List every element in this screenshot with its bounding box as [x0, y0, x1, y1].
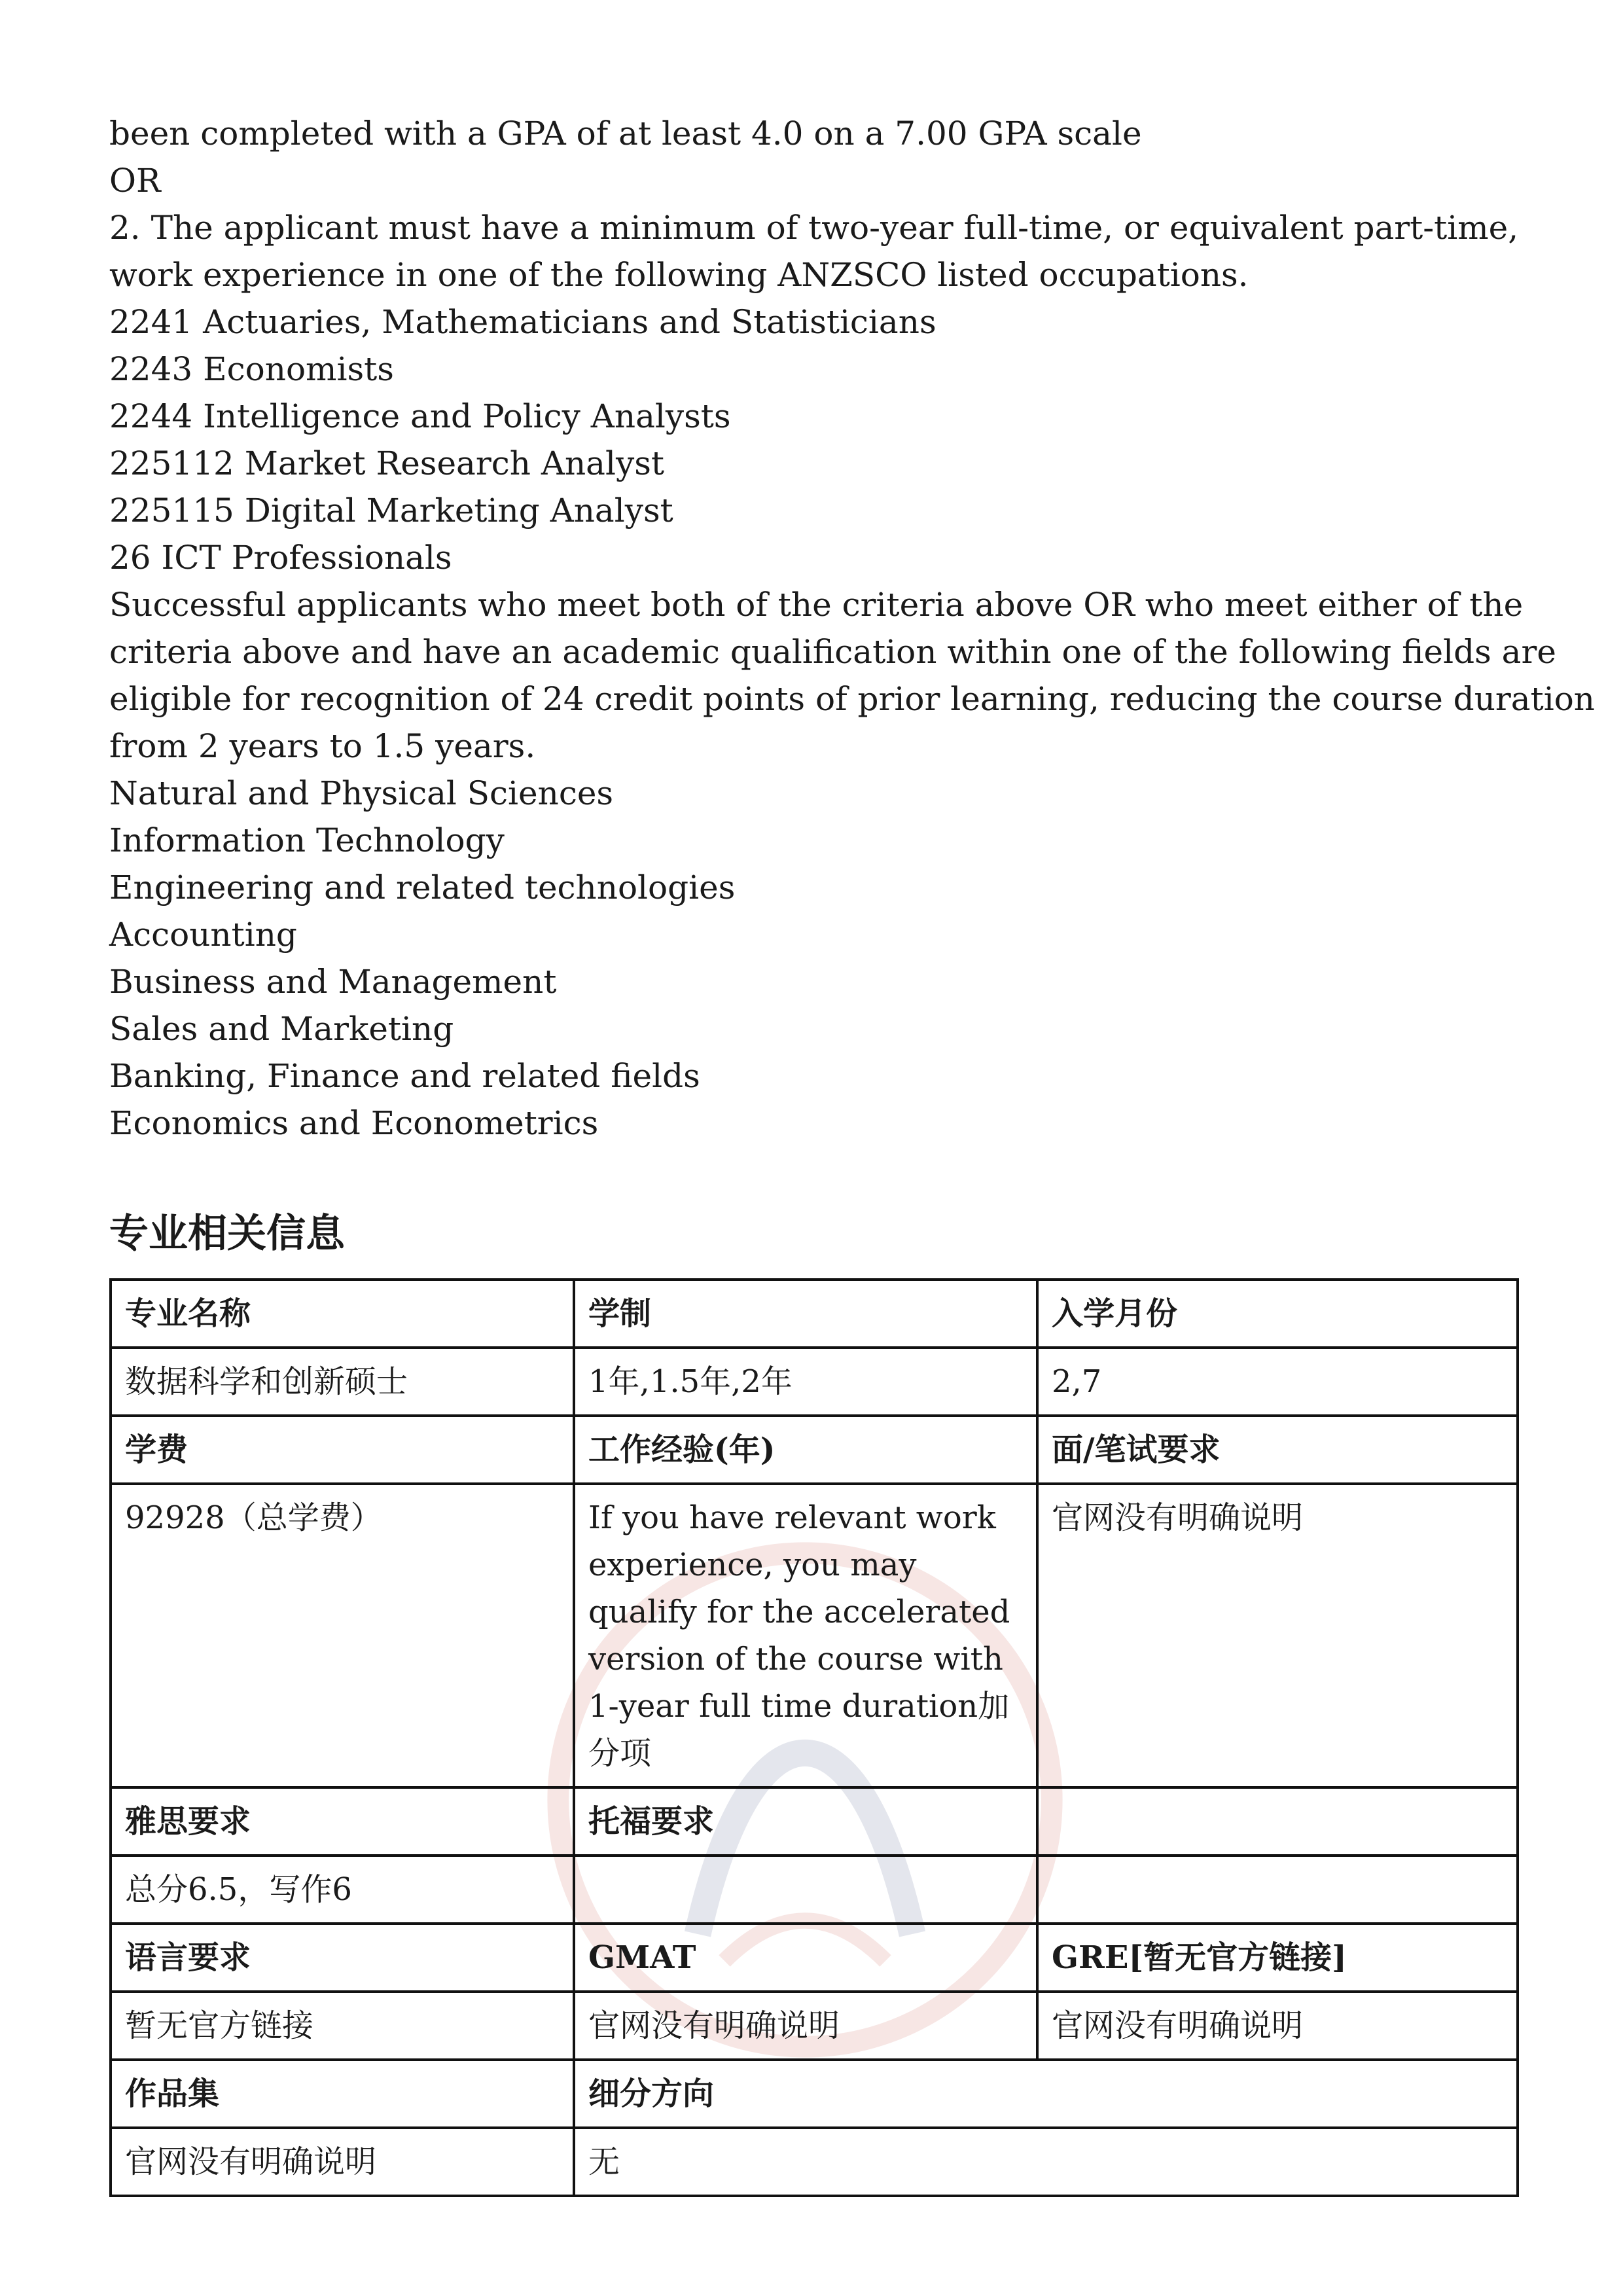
ielts-label: 雅思要求 — [111, 1787, 574, 1856]
text-line: 225112 Market Research Analyst — [109, 444, 664, 482]
text-line: Economics and Econometrics — [109, 1104, 599, 1142]
language-label: 语言要求 — [111, 1924, 574, 1992]
portfolio-label: 作品集 — [111, 2060, 574, 2128]
table-row — [111, 1787, 1518, 1856]
interview-value: 官网没有明确说明 — [1037, 1484, 1518, 1787]
program-name-value: 数据科学和创新硕士 — [111, 1348, 574, 1416]
text-line: Natural and Physical Sciences — [109, 774, 614, 812]
text-line: 2243 Economists — [109, 350, 394, 388]
toefl-value — [574, 1856, 1037, 1924]
table-row — [111, 1280, 1518, 1348]
specialization-label: 细分方向 — [574, 2060, 1518, 2128]
table-row — [111, 2128, 1518, 2196]
text-line: criteria above and have an academic qualification within one of the following fields are — [109, 633, 1556, 671]
text-line: Information Technology — [109, 821, 505, 859]
gre-value: 官网没有明确说明 — [1037, 1992, 1518, 2060]
text-line: 2241 Actuaries, Mathematicians and Statisticians — [109, 303, 936, 341]
text-line: 2244 Intelligence and Policy Analysts — [109, 397, 731, 435]
text-line: Accounting — [109, 916, 297, 954]
gmat-value: 官网没有明确说明 — [574, 1992, 1037, 2060]
toefl-label: 托福要求 — [574, 1787, 1037, 1856]
work-experience-label: 工作经验(年) — [574, 1416, 1037, 1484]
interview-label: 面/笔试要求 — [1037, 1416, 1518, 1484]
table-row — [111, 1924, 1518, 1992]
program-info-table — [109, 1278, 1519, 2197]
empty-cell — [1037, 1856, 1518, 1924]
work-experience-value: If you have relevant work experience, you may qualify for the accelerated version of the course with 1-year full time duration加分项 — [574, 1484, 1037, 1787]
specialization-value: 无 — [574, 2128, 1518, 2196]
body-text — [109, 110, 1595, 1147]
tuition-value: 92928（总学费） — [111, 1484, 574, 1787]
duration-value: 1年,1.5年,2年 — [574, 1348, 1037, 1416]
table-row — [111, 1856, 1518, 1924]
text-line: Successful applicants who meet both of the criteria above OR who meet either of the — [109, 586, 1524, 624]
gre-label: GRE[暂无官方链接] — [1037, 1924, 1518, 1992]
duration-label: 学制 — [574, 1280, 1037, 1348]
portfolio-value: 官网没有明确说明 — [111, 2128, 574, 2196]
empty-cell — [1037, 1787, 1518, 1856]
gmat-label: GMAT — [574, 1924, 1037, 1992]
text-line: eligible for recognition of 24 credit points of prior learning, reducing the course duration — [109, 680, 1595, 718]
table-row — [111, 1484, 1518, 1787]
text-line: from 2 years to 1.5 years. — [109, 727, 536, 765]
text-line: work experience in one of the following ANZSCO listed occupations. — [109, 256, 1249, 294]
intake-value: 2,7 — [1037, 1348, 1518, 1416]
text-line: 225115 Digital Marketing Analyst — [109, 492, 673, 529]
intake-label: 入学月份 — [1037, 1280, 1518, 1348]
text-line: Business and Management — [109, 963, 557, 1001]
text-line: 26 ICT Professionals — [109, 539, 452, 577]
text-line: OR — [109, 162, 161, 200]
text-line: been completed with a GPA of at least 4.0 on a 7.00 GPA scale — [109, 115, 1142, 152]
table-row — [111, 2060, 1518, 2128]
text-line: 2. The applicant must have a minimum of two-year full-time, or equivalent part-time, — [109, 209, 1519, 247]
tuition-label: 学费 — [111, 1416, 574, 1484]
table-row — [111, 1992, 1518, 2060]
ielts-value: 总分6.5，写作6 — [111, 1856, 574, 1924]
language-value: 暂无官方链接 — [111, 1992, 574, 2060]
table-row — [111, 1416, 1518, 1484]
program-name-label: 专业名称 — [111, 1280, 574, 1348]
text-line: Banking, Finance and related fields — [109, 1057, 700, 1095]
section-title: 专业相关信息 — [109, 1211, 345, 1257]
table-row — [111, 1348, 1518, 1416]
text-line: Sales and Marketing — [109, 1010, 454, 1048]
text-line: Engineering and related technologies — [109, 869, 736, 906]
